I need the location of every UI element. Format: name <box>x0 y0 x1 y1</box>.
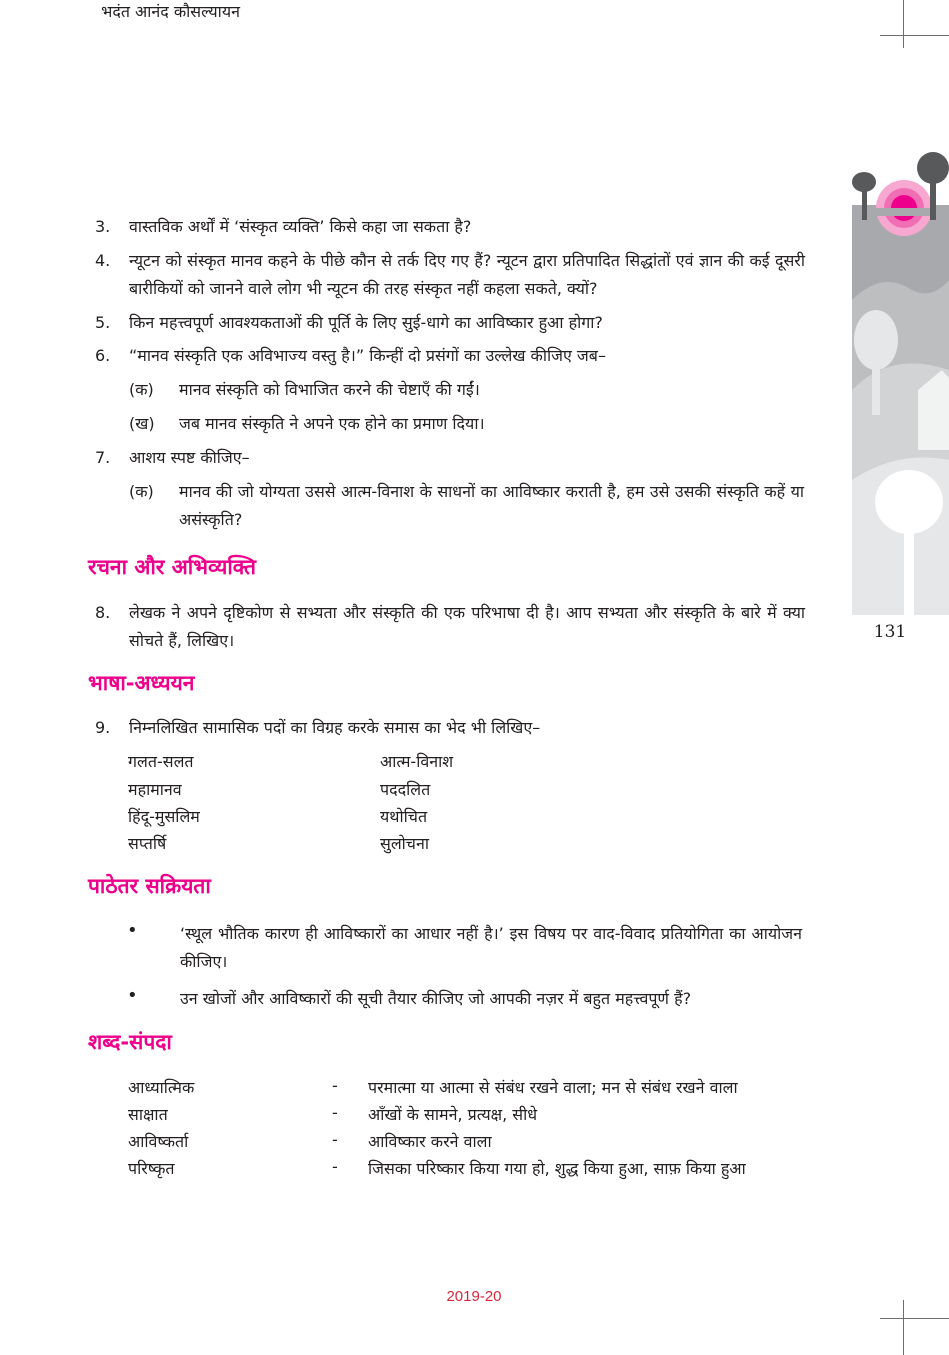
compound-word: यथोचित <box>380 807 428 826</box>
glossary-dash: - <box>332 1130 338 1149</box>
crop-mark <box>880 35 949 36</box>
part-text: मानव की जो योग्यता उससे आत्म-विनाश के साधनों का आविष्कार कराती है, हम उसे उसकी संस्कृति कहें या असंस्कृति? <box>179 482 804 529</box>
question-5 <box>95 309 805 337</box>
glossary-dash: - <box>332 1076 338 1095</box>
question-number: 4. <box>95 251 111 270</box>
part-label: (ख) <box>129 414 155 433</box>
compound-word: सुलोचना <box>380 834 429 853</box>
question-3 <box>95 213 805 241</box>
footer-year: 2019-20 <box>446 1288 502 1305</box>
glossary-dash: - <box>332 1103 338 1122</box>
running-header-author: भदंत आनंद कौसल्यायन <box>101 2 240 21</box>
question-text: न्यूटन को संस्कृत मानव कहने के पीछे कौन से तर्क दिए गए हैं? न्यूटन द्वारा प्रतिपादित सिद्धांतों एवं ज्ञान की कई दूसरी बारीकियों को जानने वाले लोग भी न्यूटन की तरह संस्कृत नहीं कहला सकते, क्यों? <box>129 251 805 298</box>
question-text: लेखक ने अपने दृष्टिकोण से सभ्यता और संस्कृति की एक परिभाषा दी है। आप सभ्यता और संस्कृति के बारे में क्या सोचते हैं, लिखिए। <box>129 603 805 650</box>
glossary-word: आविष्कर्ता <box>128 1132 189 1151</box>
question-number: 6. <box>95 346 111 365</box>
section-heading-shabd: शब्द-संपदा <box>88 1030 172 1054</box>
glossary-word: साक्षात <box>128 1105 168 1124</box>
bullet-point: • <box>127 985 138 1006</box>
compound-word: आत्म-विनाश <box>380 752 454 771</box>
question-text: वास्तविक अर्थों में ‘संस्कृत व्यक्ति’ किसे कहा जा सकता है? <box>129 217 472 236</box>
activity-item: उन खोजों और आविष्कारों की सूची तैयार कीजिए जो आपकी नज़र में बहुत महत्त्वपूर्ण हैं? <box>180 989 692 1008</box>
question-9 <box>95 714 805 742</box>
question-6-part-kha <box>129 410 804 438</box>
question-6 <box>95 342 805 370</box>
question-number: 8. <box>95 603 111 622</box>
glossary-meaning: जिसका परिष्कार किया गया हो, शुद्ध किया हुआ, साफ़ किया हुआ <box>368 1159 746 1178</box>
compound-word: सप्तर्षि <box>128 834 167 853</box>
glossary-word: परिष्कृत <box>128 1159 175 1178</box>
glossary-word: आध्यात्मिक <box>128 1078 195 1097</box>
page-number: 131 <box>873 622 907 642</box>
glossary-meaning: परमात्मा या आत्मा से संबंध रखने वाला; मन से संबंध रखने वाला <box>368 1078 738 1097</box>
part-label: (क) <box>129 380 154 399</box>
question-number: 9. <box>95 718 111 737</box>
question-8 <box>95 599 805 655</box>
sidebar-illustration <box>852 150 949 615</box>
glossary-meaning: आविष्कार करने वाला <box>368 1132 492 1151</box>
question-7-part-ka <box>129 478 804 534</box>
bullet-point: • <box>127 920 138 941</box>
crop-mark <box>903 1300 904 1355</box>
compound-word: पददलित <box>380 780 431 799</box>
question-text: निम्नलिखित सामासिक पदों का विग्रह करके समास का भेद भी लिखिए– <box>129 718 541 737</box>
question-number: 7. <box>95 448 111 467</box>
section-heading-rachna: रचना और अभिव्यक्ति <box>88 555 256 579</box>
compound-word: गलत-सलत <box>128 752 194 771</box>
compound-word: हिंदू-मुसलिम <box>128 807 200 826</box>
activity-item: ‘स्थूल भौतिक कारण ही आविष्कारों का आधार नहीं है।’ इस विषय पर वाद-विवाद प्रतियोगिता का आयोजन कीजिए। <box>180 924 802 971</box>
question-text: “मानव संस्कृति एक अविभाज्य वस्तु है।” किन्हीं दो प्रसंगों का उल्लेख कीजिए जब– <box>129 346 606 365</box>
part-text: जब मानव संस्कृति ने अपने एक होने का प्रमाण दिया। <box>179 414 485 433</box>
section-heading-pathetar: पाठेतर सक्रियता <box>88 874 211 898</box>
question-text: आशय स्पष्ट कीजिए– <box>129 448 250 467</box>
part-text: मानव संस्कृति को विभाजित करने की चेष्टाएँ की गईं। <box>179 380 480 399</box>
question-number: 3. <box>95 217 111 236</box>
compound-word: महामानव <box>128 780 182 799</box>
crop-mark <box>880 1318 949 1319</box>
question-4 <box>95 247 805 303</box>
crop-mark <box>903 0 904 48</box>
question-text: किन महत्त्वपूर्ण आवश्यकताओं की पूर्ति के लिए सुई-धागे का आविष्कार हुआ होगा? <box>129 313 603 332</box>
question-6-part-ka <box>129 376 804 404</box>
question-7 <box>95 444 805 472</box>
part-label: (क) <box>129 482 154 501</box>
section-heading-bhasha: भाषा-अध्ययन <box>88 671 195 695</box>
glossary-dash: - <box>332 1157 338 1176</box>
question-number: 5. <box>95 313 111 332</box>
glossary-meaning: आँखों के सामने, प्रत्यक्ष, सीधे <box>368 1105 538 1124</box>
